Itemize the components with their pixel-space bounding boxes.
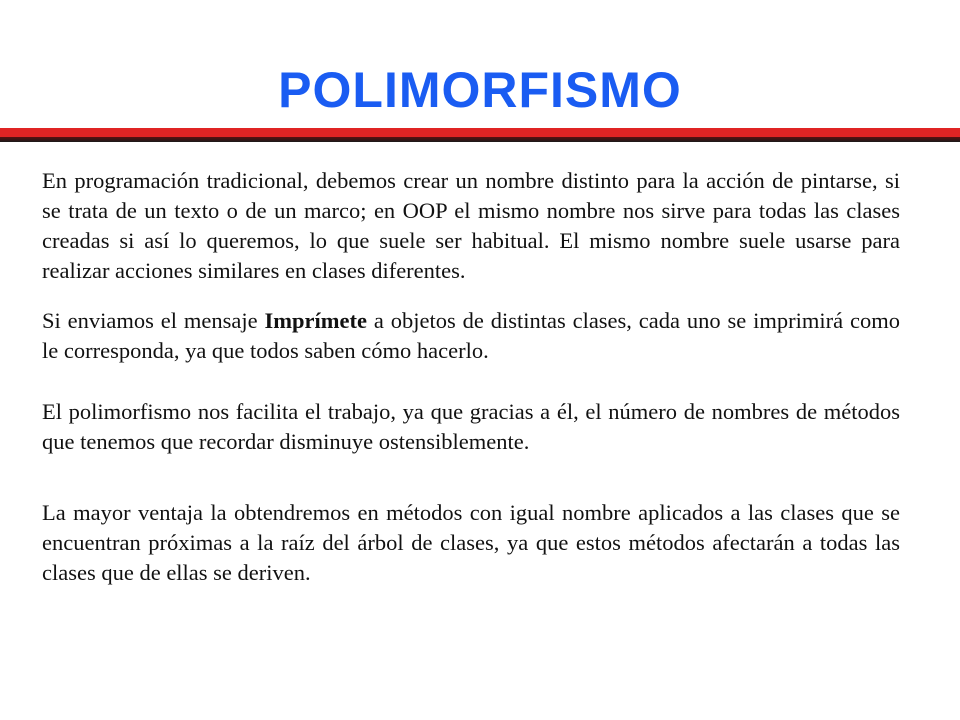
imprimete-emphasis: Imprímete xyxy=(264,308,367,333)
paragraph-imprimete-message xyxy=(42,306,900,366)
divider-shadow xyxy=(0,137,960,142)
paragraph-imprimete-before: Si enviamos el mensaje xyxy=(42,308,265,333)
paragraph-traditional-programming: En programación tradicional, debemos crear un nombre distinto para la acción de pintarse, si se trata de un texto o de un marco; en OOP el mismo nombre nos sirve para todas las clases creadas si así lo queremos, lo que suele ser habitual. El mismo nombre suele usarse para realizar acciones similares en clases diferentes. xyxy=(42,168,900,283)
slide-title: POLIMORFISMO xyxy=(278,62,682,118)
paragraph-polymorphism-benefit: El polimorfismo nos facilita el trabajo, ya que gracias a él, el número de nombres de métodos que tenemos que recordar disminuye ostensiblemente. xyxy=(42,399,900,454)
slide-body xyxy=(42,166,900,588)
title-divider xyxy=(0,128,960,142)
paragraph-greatest-advantage: La mayor ventaja la obtendremos en métodos con igual nombre aplicados a las clases que se encuentran próximas a la raíz del árbol de clases, ya que estos métodos afectarán a todas las clases que de ellas se deriven. xyxy=(42,500,900,585)
paragraph-imprimete-after: a objetos de distintas clases, cada uno se imprimirá como le corresponda, ya que todos saben cómo hacerlo. xyxy=(42,308,900,363)
